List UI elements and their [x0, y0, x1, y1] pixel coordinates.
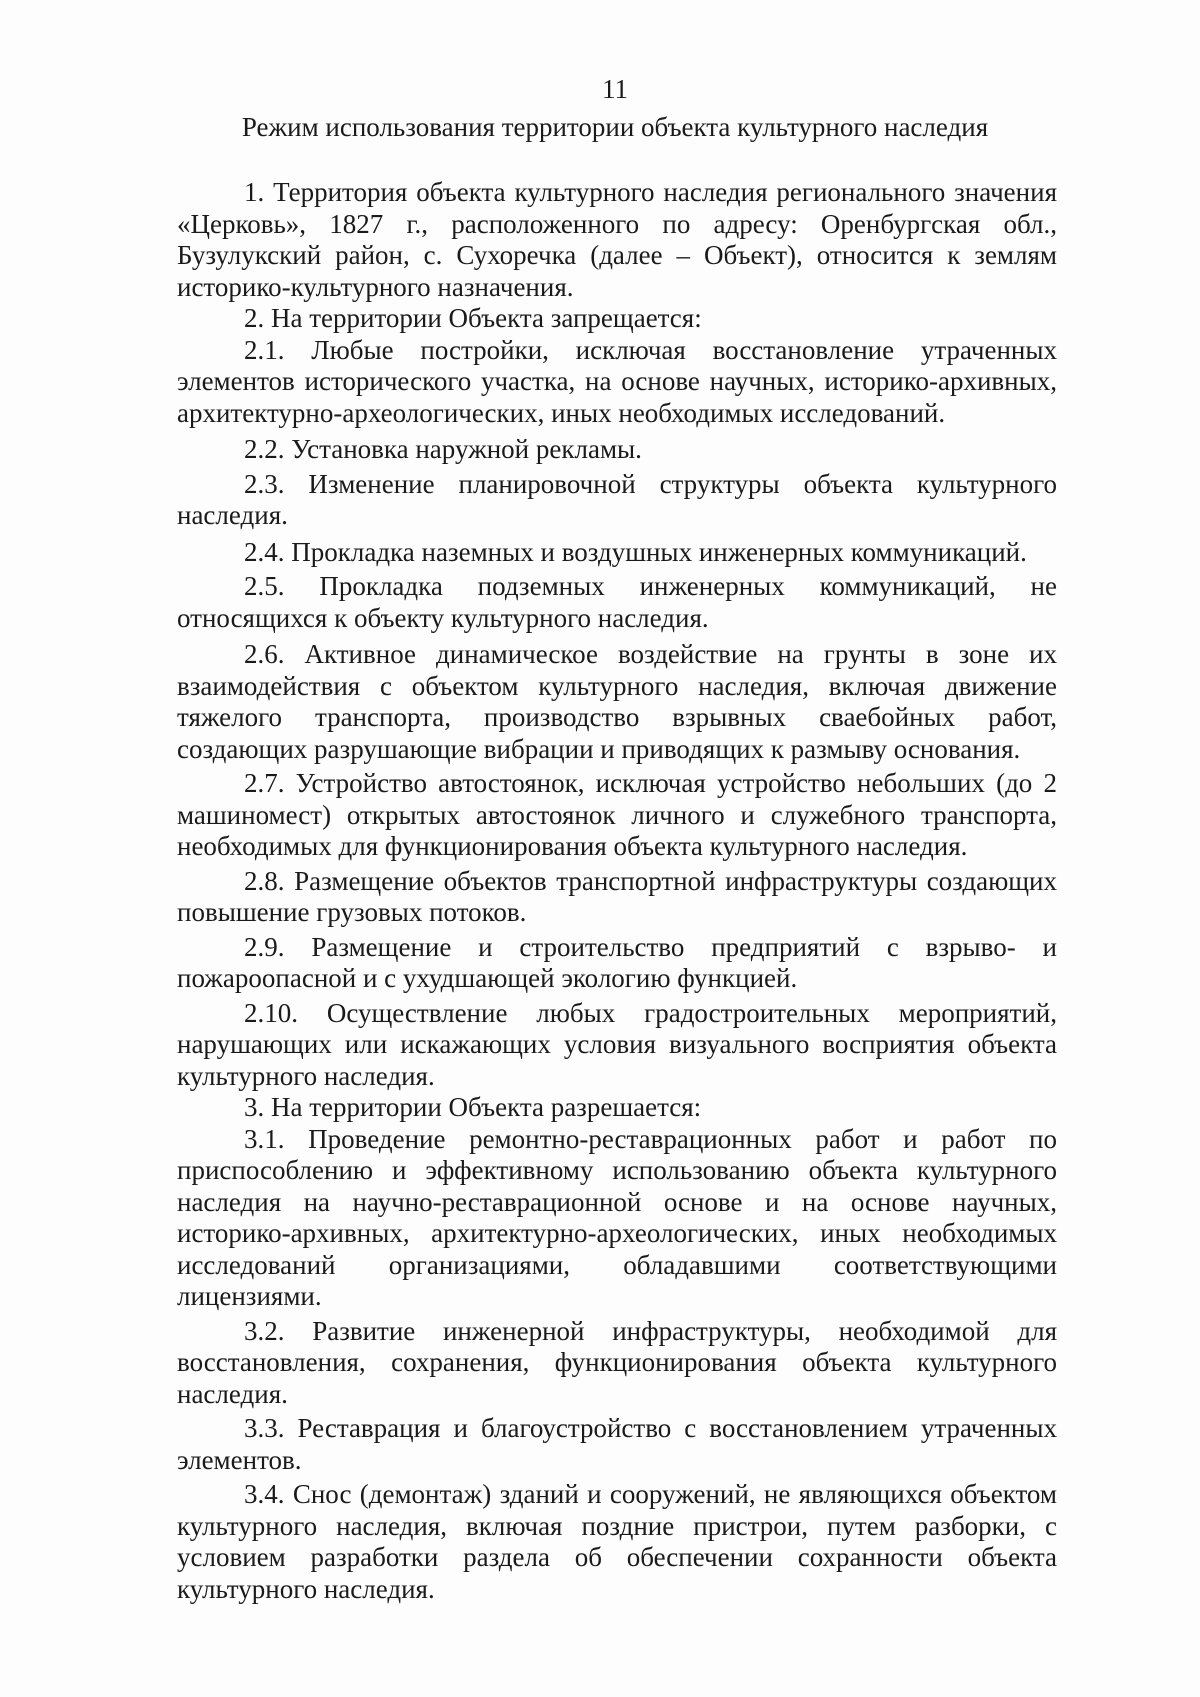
paragraph-2-6: 2.6. Активное динамическое воздействие на грунты в зоне их взаимодействия с объектом культурного наследия, включая движение тяжелого транспорта, производство взрывных сваебойных работ, создающих разрушающие вибрации и приводящих к размыву основания. [177, 639, 1057, 764]
document-body [177, 177, 1057, 1605]
paragraph-2-8: 2.8. Размещение объектов транспортной инфраструктуры создающих повышение грузовых потоков. [177, 865, 1057, 927]
paragraph-3-4: 3.4. Снос (демонтаж) зданий и сооружений, не являющихся объектом культурного наследия, включая поздние пристрои, путем разборки, с условием разработки раздела об обеспечении сохранности объекта культурного наследия. [177, 1479, 1057, 1604]
document-title: Режим использования территории объекта культурного наследия [241, 112, 989, 142]
paragraph-3-3: 3.3. Реставрация и благоустройство с восстановлением утраченных элементов. [177, 1413, 1057, 1475]
paragraph-2-10: 2.10. Осуществление любых градостроительных мероприятий, нарушающих или искажающих условия визуального восприятия объекта культурного наследия. [177, 997, 1057, 1091]
page-number: 11 [602, 74, 628, 104]
paragraph-3-1: 3.1. Проведение ремонтно-реставрационных работ и работ по приспособлению и эффективному использованию объекта культурного наследия на научно-реставрационной основе и на основе научных, историко-архивных, архитектурно-археологических, иных необходимых исследований организациями, обладавшими соответствующими лицензиями. [177, 1123, 1057, 1311]
paragraph-2-4: 2.4. Прокладка наземных и воздушных инженерных коммуникаций. [244, 536, 1027, 567]
paragraph-2-9: 2.9. Размещение и строительство предприятий с взрыво- и пожароопасной и с ухудшающей экологию функцией. [177, 931, 1057, 993]
paragraph-3-2: 3.2. Развитие инженерной инфраструктуры, необходимой для восстановления, сохранения, функционирования объекта культурного наследия. [177, 1315, 1057, 1409]
paragraph-2-2: 2.2. Установка наружной рекламы. [244, 434, 642, 464]
paragraph-1: 1. Территория объекта культурного наследия регионального значения «Церковь», 1827 г., расположенного по адресу: Оренбургская обл., Бузулукский район, с. Сухоречка (далее – Объект), относится к землям историко-культурного назначения. [177, 177, 1057, 302]
paragraph-2-7: 2.7. Устройство автостоянок, исключая устройство небольших (до 2 машиномест) открытых автостоянок личного и служебного транспорта, необходимых для функционирования объекта культурного наследия. [177, 768, 1057, 861]
paragraph-2-3: 2.3. Изменение планировочной структуры объекта культурного наследия. [177, 468, 1057, 530]
paragraph-3: 3. На территории Объекта разрешается: [244, 1092, 702, 1122]
paragraph-2-5: 2.5. Прокладка подземных инженерных коммуникаций, не относящихся к объекту культурного наследия. [177, 571, 1057, 633]
paragraph-2-1: 2.1. Любые постройки, исключая восстановление утраченных элементов исторического участка, на основе научных, историко-архивных, архитектурно-археологических, иных необходимых исследований. [177, 334, 1057, 428]
paragraph-2: 2. На территории Объекта запрещается: [244, 303, 702, 333]
